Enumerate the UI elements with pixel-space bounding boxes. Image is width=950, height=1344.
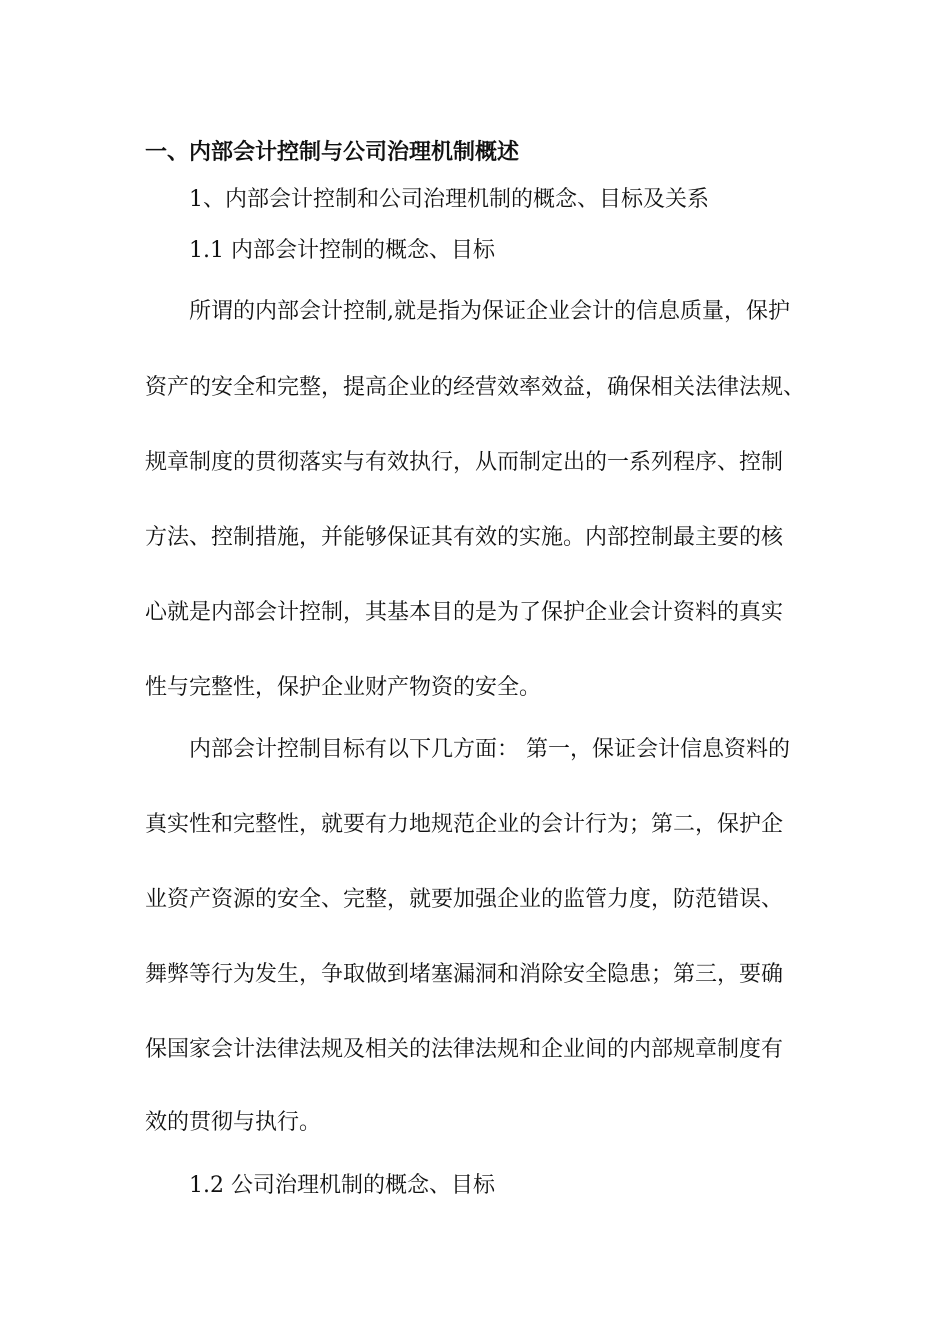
subsection-heading-1: 1、内部会计控制和公司治理机制的概念、目标及关系 [189, 187, 709, 212]
paragraph-2-line: 内部会计控制目标有以下几方面： 第一，保证会计信息资料的 [189, 737, 790, 762]
paragraph-2-line: 业资产资源的安全、完整，就要加强企业的监管力度，防范错误、 [145, 887, 784, 912]
paragraph-2-line: 效的贯彻与执行。 [145, 1110, 322, 1135]
paragraph-1-line: 方法、控制措施，并能够保证其有效的实施。内部控制最主要的核 [145, 525, 784, 550]
paragraph-2-line: 真实性和完整性，就要有力地规范企业的会计行为；第二，保护企 [145, 812, 784, 837]
paragraph-2-line: 舞弊等行为发生，争取做到堵塞漏洞和消除安全隐患；第三，要确 [145, 962, 784, 987]
paragraph-1-line: 资产的安全和完整，提高企业的经营效率效益，确保相关法律法规、 [145, 375, 806, 400]
paragraph-1-line: 所谓的内部会计控制,就是指为保证企业会计的信息质量，保护 [189, 299, 790, 324]
subsection-heading-1-2: 1.2 公司治理机制的概念、目标 [189, 1173, 495, 1198]
section-heading: 一、内部会计控制与公司治理机制概述 [145, 140, 520, 165]
paragraph-1-line: 规章制度的贯彻落实与有效执行，从而制定出的一系列程序、控制 [145, 450, 784, 475]
paragraph-1-line: 性与完整性，保护企业财产物资的安全。 [145, 675, 542, 700]
paragraph-2-line: 保国家会计法律法规及相关的法律法规和企业间的内部规章制度有 [145, 1037, 784, 1062]
paragraph-1-line: 心就是内部会计控制，其基本目的是为了保护企业会计资料的真实 [145, 600, 784, 625]
subsection-heading-1-1: 1.1 内部会计控制的概念、目标 [189, 238, 495, 263]
